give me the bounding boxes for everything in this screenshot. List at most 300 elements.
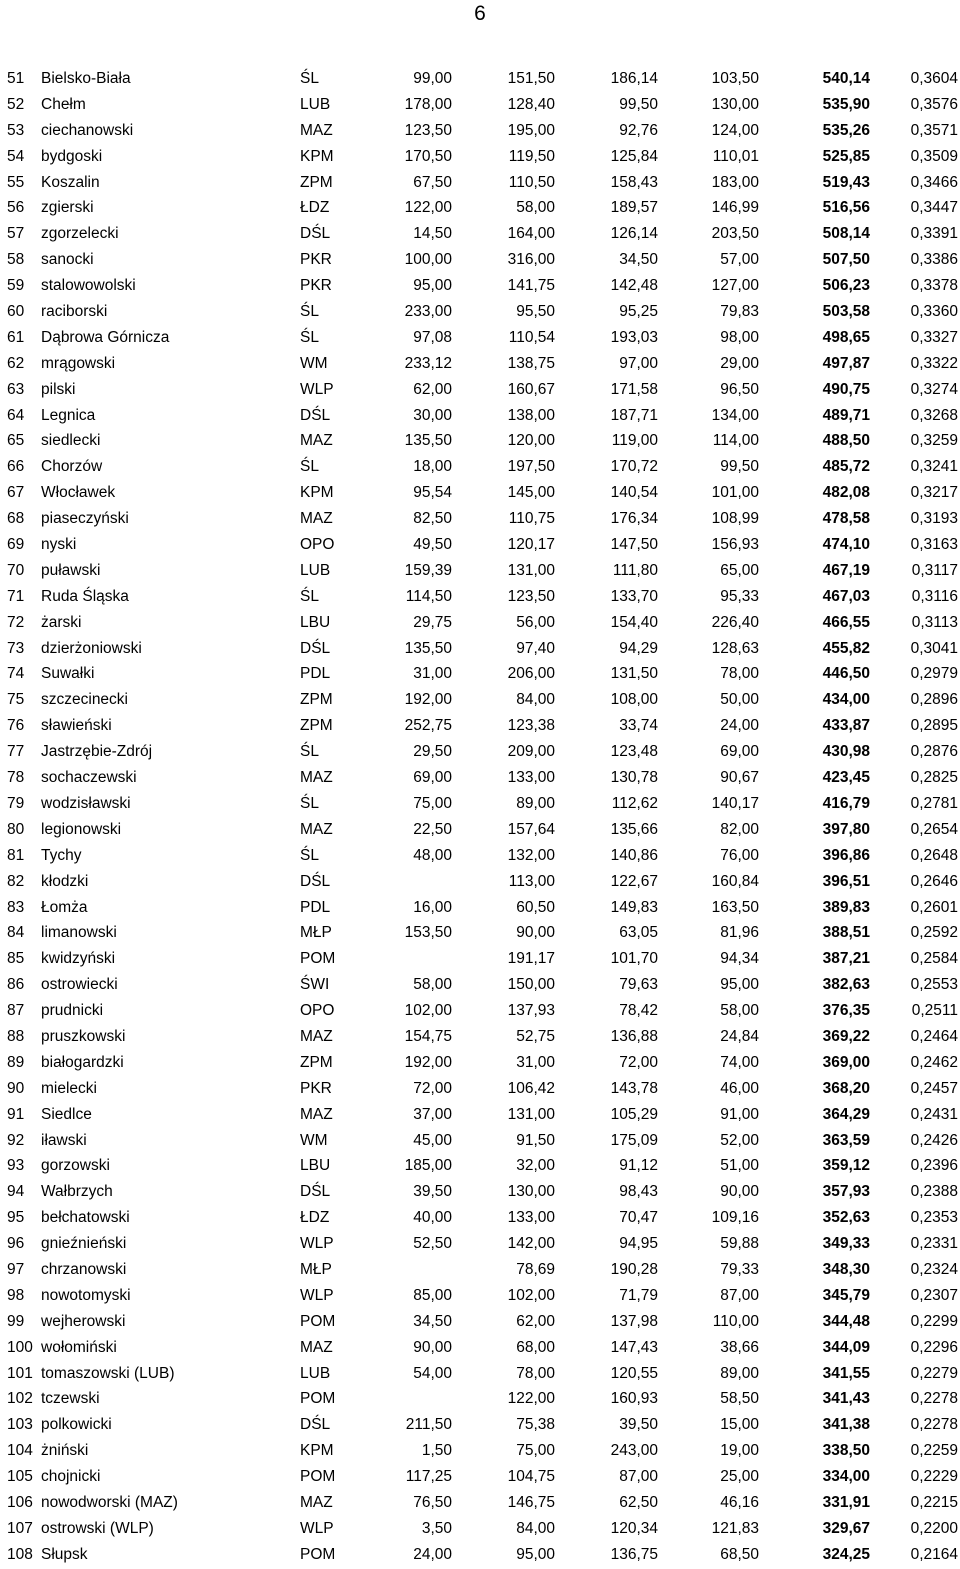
value-4-cell: 127,00	[711, 277, 759, 295]
region-cell: MAZ	[300, 1493, 333, 1511]
region-cell: PKR	[300, 1079, 332, 1097]
name-cell: legionowski	[41, 820, 122, 838]
value-4-cell: 156,93	[711, 536, 759, 554]
rank-cell: 53	[7, 121, 25, 139]
value-3-cell: 71,79	[619, 1286, 658, 1304]
value-3-cell: 175,09	[610, 1131, 658, 1149]
value-2-cell: 316,00	[507, 251, 555, 269]
rank-cell: 75	[7, 691, 25, 709]
value-3-cell: 137,98	[610, 1312, 658, 1330]
value-3-cell: 122,67	[610, 872, 658, 890]
value-1-cell: 99,00	[413, 70, 452, 87]
total-cell: 387,21	[822, 950, 870, 968]
table-row	[0, 1205, 960, 1231]
rank-cell: 88	[7, 1027, 25, 1045]
index-cell: 0,2229	[910, 1468, 958, 1486]
index-cell: 0,3447	[910, 199, 958, 217]
value-2-cell: 123,50	[507, 587, 555, 605]
value-2-cell: 146,75	[507, 1493, 555, 1511]
value-3-cell: 140,86	[610, 846, 658, 864]
value-4-cell: 94,34	[720, 950, 759, 968]
total-cell: 344,09	[822, 1338, 870, 1356]
rank-cell: 56	[7, 199, 25, 217]
name-cell: ostrowski (WLP)	[41, 1519, 154, 1537]
value-3-cell: 193,03	[610, 328, 658, 346]
region-cell: ŚL	[300, 846, 319, 864]
name-cell: wodzisławski	[41, 794, 131, 812]
value-4-cell: 58,50	[720, 1390, 759, 1408]
value-2-cell: 120,00	[507, 432, 555, 450]
name-cell: nowotomyski	[41, 1286, 131, 1304]
value-3-cell: 176,34	[610, 510, 658, 528]
index-cell: 0,2431	[910, 1105, 958, 1123]
total-cell: 466,55	[822, 613, 870, 631]
index-cell: 0,2279	[910, 1364, 958, 1382]
total-cell: 433,87	[822, 717, 870, 735]
value-2-cell: 31,00	[516, 1053, 555, 1071]
name-cell: limanowski	[41, 924, 117, 942]
name-cell: polkowicki	[41, 1416, 112, 1434]
value-1-cell: 24,00	[413, 1545, 452, 1563]
rank-cell: 80	[7, 820, 25, 838]
total-cell: 349,33	[822, 1235, 870, 1253]
value-3-cell: 108,00	[610, 691, 658, 709]
total-cell: 341,38	[822, 1416, 870, 1434]
rank-cell: 102	[7, 1390, 33, 1408]
value-4-cell: 46,16	[720, 1493, 759, 1511]
value-1-cell: 18,00	[413, 458, 452, 476]
table-row	[0, 221, 960, 247]
region-cell: PKR	[300, 277, 332, 295]
value-1-cell: 72,00	[413, 1079, 452, 1097]
value-2-cell: 78,69	[516, 1260, 555, 1278]
value-4-cell: 183,00	[711, 173, 759, 191]
name-cell: bełchatowski	[41, 1209, 130, 1227]
value-2-cell: 102,00	[507, 1286, 555, 1304]
index-cell: 0,2200	[910, 1519, 958, 1537]
rank-cell: 52	[7, 95, 25, 113]
value-3-cell: 63,05	[619, 924, 658, 942]
value-2-cell: 58,00	[516, 199, 555, 217]
region-cell: DŚL	[300, 406, 331, 424]
value-3-cell: 95,25	[619, 303, 658, 321]
total-cell: 376,35	[822, 1002, 870, 1020]
table-row	[0, 869, 960, 895]
value-1-cell: 95,54	[413, 484, 452, 502]
total-cell: 382,63	[822, 976, 870, 994]
value-2-cell: 122,00	[507, 1390, 555, 1408]
table-row	[0, 1050, 960, 1076]
value-2-cell: 120,17	[507, 536, 555, 554]
page-number: 6	[474, 2, 486, 25]
rank-cell: 58	[7, 251, 25, 269]
value-3-cell: 186,14	[610, 70, 658, 87]
table-row	[0, 584, 960, 610]
value-1-cell: 123,50	[404, 121, 452, 139]
name-cell: Chorzów	[41, 458, 103, 476]
index-cell: 0,3327	[910, 328, 958, 346]
value-1-cell: 82,50	[413, 510, 452, 528]
name-cell: sławieński	[41, 717, 112, 735]
value-2-cell: 157,64	[507, 820, 555, 838]
total-cell: 467,19	[822, 561, 870, 579]
table-row	[0, 1153, 960, 1179]
value-4-cell: 95,00	[720, 976, 759, 994]
value-4-cell: 140,17	[711, 794, 759, 812]
value-3-cell: 170,72	[610, 458, 658, 476]
value-3-cell: 34,50	[619, 251, 658, 269]
value-2-cell: 138,75	[507, 354, 555, 372]
name-cell: chrzanowski	[41, 1260, 127, 1278]
value-1-cell: 102,00	[404, 1002, 452, 1020]
rank-cell: 99	[7, 1312, 25, 1330]
index-cell: 0,2825	[910, 769, 958, 787]
value-4-cell: 25,00	[720, 1468, 759, 1486]
value-4-cell: 90,67	[720, 769, 759, 787]
value-4-cell: 163,50	[711, 898, 759, 916]
value-4-cell: 89,00	[720, 1364, 759, 1382]
value-1-cell: 40,00	[413, 1209, 452, 1227]
value-4-cell: 51,00	[720, 1157, 759, 1175]
value-3-cell: 120,55	[610, 1364, 658, 1382]
index-cell: 0,2426	[910, 1131, 958, 1149]
rank-cell: 69	[7, 536, 25, 554]
rank-cell: 84	[7, 924, 25, 942]
value-3-cell: 154,40	[610, 613, 658, 631]
region-cell: ŚL	[300, 458, 319, 476]
table-row	[0, 1542, 960, 1568]
value-3-cell: 120,34	[610, 1519, 658, 1537]
table-row	[0, 1283, 960, 1309]
value-4-cell: 65,00	[720, 561, 759, 579]
total-cell: 485,72	[822, 458, 870, 476]
value-2-cell: 206,00	[507, 665, 555, 683]
value-4-cell: 124,00	[711, 121, 759, 139]
rank-cell: 94	[7, 1183, 25, 1201]
index-cell: 0,3576	[910, 95, 958, 113]
index-cell: 0,3217	[910, 484, 958, 502]
index-cell: 0,2462	[910, 1053, 958, 1071]
index-cell: 0,2584	[910, 950, 958, 968]
total-cell: 324,25	[822, 1545, 870, 1563]
name-cell: Włocławek	[41, 484, 116, 502]
value-1-cell: 159,39	[404, 561, 452, 579]
table-row	[0, 1361, 960, 1387]
region-cell: POM	[300, 1468, 336, 1486]
value-4-cell: 101,00	[711, 484, 759, 502]
rank-cell: 78	[7, 769, 25, 787]
index-cell: 0,2388	[910, 1183, 958, 1201]
value-3-cell: 189,57	[610, 199, 658, 217]
total-cell: 368,20	[822, 1079, 870, 1097]
value-2-cell: 62,00	[516, 1312, 555, 1330]
total-cell: 525,85	[822, 147, 870, 165]
index-cell: 0,3116	[911, 587, 958, 605]
value-4-cell: 46,00	[720, 1079, 759, 1097]
value-4-cell: 82,00	[720, 820, 759, 838]
region-cell: LBU	[300, 1157, 331, 1175]
index-cell: 0,3117	[911, 561, 958, 579]
table-row	[0, 920, 960, 946]
value-4-cell: 108,99	[711, 510, 759, 528]
total-cell: 519,43	[822, 173, 870, 191]
total-cell: 508,14	[822, 225, 870, 243]
value-4-cell: 130,00	[711, 95, 759, 113]
value-3-cell: 135,66	[610, 820, 658, 838]
table-row	[0, 66, 960, 92]
total-cell: 478,58	[822, 510, 870, 528]
rank-cell: 106	[7, 1493, 33, 1511]
region-cell: ZPM	[300, 717, 333, 735]
table-row	[0, 247, 960, 273]
total-cell: 369,22	[822, 1027, 870, 1045]
index-cell: 0,3466	[910, 173, 958, 191]
value-4-cell: 38,66	[720, 1338, 759, 1356]
value-4-cell: 69,00	[720, 743, 759, 761]
region-cell: DŚL	[300, 1416, 331, 1434]
name-cell: Suwałki	[41, 665, 95, 683]
region-cell: MAZ	[300, 820, 333, 838]
rank-cell: 105	[7, 1468, 33, 1486]
value-4-cell: 57,00	[720, 251, 759, 269]
value-3-cell: 142,48	[610, 277, 658, 295]
value-3-cell: 112,62	[611, 794, 658, 812]
index-cell: 0,3378	[910, 277, 958, 295]
table-row	[0, 1516, 960, 1542]
index-cell: 0,2215	[910, 1493, 958, 1511]
value-3-cell: 126,14	[610, 225, 658, 243]
index-cell: 0,3113	[911, 613, 958, 631]
value-2-cell: 130,00	[507, 1183, 555, 1201]
rank-cell: 59	[7, 277, 25, 295]
name-cell: Wałbrzych	[41, 1183, 113, 1201]
table-row	[0, 92, 960, 118]
value-2-cell: 68,00	[516, 1338, 555, 1356]
value-1-cell: 95,00	[413, 277, 452, 295]
value-2-cell: 131,00	[507, 561, 555, 579]
total-cell: 490,75	[822, 380, 870, 398]
index-cell: 0,2654	[910, 820, 958, 838]
table-row	[0, 1438, 960, 1464]
table-row	[0, 1076, 960, 1102]
value-1-cell: 100,00	[404, 251, 452, 269]
value-2-cell: 113,00	[508, 872, 555, 890]
total-cell: 357,93	[822, 1183, 870, 1201]
value-2-cell: 132,00	[507, 846, 555, 864]
rank-cell: 82	[7, 872, 25, 890]
index-cell: 0,2457	[910, 1079, 958, 1097]
name-cell: sanocki	[41, 251, 94, 269]
total-cell: 331,91	[822, 1493, 870, 1511]
value-1-cell: 14,50	[413, 225, 452, 243]
value-3-cell: 99,50	[619, 95, 658, 113]
rank-cell: 104	[7, 1442, 33, 1460]
index-cell: 0,2324	[910, 1260, 958, 1278]
name-cell: siedlecki	[41, 432, 101, 450]
rank-cell: 89	[7, 1053, 25, 1071]
value-3-cell: 98,43	[619, 1183, 658, 1201]
value-2-cell: 78,00	[516, 1364, 555, 1382]
total-cell: 474,10	[822, 536, 870, 554]
table-row	[0, 610, 960, 636]
index-cell: 0,3571	[910, 121, 958, 139]
rank-cell: 103	[7, 1416, 33, 1434]
name-cell: pruszkowski	[41, 1027, 126, 1045]
value-4-cell: 29,00	[720, 354, 759, 372]
value-1-cell: 31,00	[413, 665, 452, 683]
table-row	[0, 817, 960, 843]
rank-cell: 96	[7, 1235, 25, 1253]
name-cell: tczewski	[41, 1390, 100, 1408]
rank-cell: 54	[7, 147, 25, 165]
value-4-cell: 146,99	[711, 199, 759, 217]
region-cell: WLP	[300, 380, 334, 398]
region-cell: ŁDZ	[300, 199, 330, 217]
region-cell: PDL	[300, 665, 331, 683]
value-2-cell: 133,00	[507, 769, 555, 787]
region-cell: KPM	[300, 1442, 334, 1460]
value-4-cell: 50,00	[720, 691, 759, 709]
name-cell: Jastrzębie-Zdrój	[41, 743, 153, 761]
total-cell: 369,00	[822, 1053, 870, 1071]
rank-cell: 51	[7, 70, 25, 87]
rank-cell: 81	[7, 846, 25, 864]
value-1-cell: 48,00	[413, 846, 452, 864]
table-row	[0, 428, 960, 454]
value-4-cell: 15,00	[720, 1416, 759, 1434]
value-4-cell: 90,00	[720, 1183, 759, 1201]
name-cell: Siedlce	[41, 1105, 92, 1123]
value-3-cell: 140,54	[610, 484, 658, 502]
rank-cell: 64	[7, 406, 25, 424]
total-cell: 388,51	[822, 924, 870, 942]
name-cell: nowodworski (MAZ)	[41, 1493, 178, 1511]
value-4-cell: 24,84	[720, 1027, 759, 1045]
index-cell: 0,2296	[910, 1338, 958, 1356]
value-1-cell: 135,50	[404, 432, 452, 450]
total-cell: 489,71	[822, 406, 870, 424]
table-row	[0, 1231, 960, 1257]
table-row	[0, 791, 960, 817]
value-2-cell: 110,54	[508, 328, 555, 346]
total-cell: 488,50	[822, 432, 870, 450]
value-4-cell: 58,00	[720, 1002, 759, 1020]
value-3-cell: 158,43	[610, 173, 658, 191]
region-cell: WM	[300, 354, 328, 372]
value-4-cell: 87,00	[720, 1286, 759, 1304]
name-cell: kłodzki	[41, 872, 89, 890]
name-cell: szczecinecki	[41, 691, 128, 709]
value-2-cell: 145,00	[507, 484, 555, 502]
rank-cell: 62	[7, 354, 25, 372]
index-cell: 0,2592	[910, 924, 958, 942]
name-cell: kwidzyński	[41, 950, 116, 968]
value-2-cell: 75,00	[516, 1442, 555, 1460]
value-3-cell: 94,95	[619, 1235, 658, 1253]
name-cell: Chełm	[41, 95, 86, 113]
region-cell: PDL	[300, 898, 331, 916]
region-cell: LBU	[300, 613, 331, 631]
table-row	[0, 532, 960, 558]
value-2-cell: 128,40	[507, 95, 555, 113]
rank-cell: 90	[7, 1079, 25, 1097]
total-cell: 507,50	[822, 251, 870, 269]
value-4-cell: 52,00	[720, 1131, 759, 1149]
name-cell: żniński	[41, 1442, 89, 1460]
index-cell: 0,2259	[910, 1442, 958, 1460]
value-3-cell: 131,50	[610, 665, 658, 683]
name-cell: Ruda Śląska	[41, 587, 129, 605]
region-cell: MAZ	[300, 1105, 333, 1123]
region-cell: DŚL	[300, 1183, 331, 1201]
rank-cell: 91	[7, 1105, 25, 1123]
index-cell: 0,2646	[910, 872, 958, 890]
total-cell: 540,14	[822, 70, 870, 87]
index-cell: 0,3268	[910, 406, 958, 424]
value-4-cell: 79,33	[720, 1260, 759, 1278]
table-row	[0, 998, 960, 1024]
value-4-cell: 226,40	[711, 613, 759, 631]
rank-cell: 101	[7, 1364, 33, 1382]
value-1-cell: 45,00	[413, 1131, 452, 1149]
value-2-cell: 160,67	[507, 380, 555, 398]
index-cell: 0,3322	[910, 354, 958, 372]
rank-cell: 100	[7, 1338, 33, 1356]
index-cell: 0,2979	[910, 665, 958, 683]
table-row	[0, 843, 960, 869]
region-cell: OPO	[300, 1002, 335, 1020]
table-row	[0, 946, 960, 972]
table-row	[0, 325, 960, 351]
value-4-cell: 95,33	[720, 587, 759, 605]
total-cell: 348,30	[822, 1260, 870, 1278]
value-4-cell: 19,00	[720, 1442, 759, 1460]
value-1-cell: 85,00	[413, 1286, 452, 1304]
total-cell: 396,86	[822, 846, 870, 864]
rank-cell: 55	[7, 173, 25, 191]
name-cell: Łomża	[41, 898, 88, 916]
value-1-cell: 49,50	[413, 536, 452, 554]
value-3-cell: 133,70	[610, 587, 658, 605]
total-cell: 345,79	[822, 1286, 870, 1304]
value-1-cell: 117,25	[405, 1468, 452, 1486]
index-cell: 0,2396	[910, 1157, 958, 1175]
value-2-cell: 138,00	[507, 406, 555, 424]
total-cell: 334,00	[822, 1468, 870, 1486]
name-cell: pilski	[41, 380, 76, 398]
table-row	[0, 1257, 960, 1283]
value-2-cell: 56,00	[516, 613, 555, 631]
table-row	[0, 713, 960, 739]
rank-cell: 61	[7, 328, 25, 346]
index-cell: 0,2353	[910, 1209, 958, 1227]
table-row	[0, 636, 960, 662]
value-2-cell: 106,42	[507, 1079, 555, 1097]
total-cell: 503,58	[822, 303, 870, 321]
rank-cell: 57	[7, 225, 25, 243]
value-2-cell: 110,50	[508, 173, 555, 191]
table-row	[0, 895, 960, 921]
rank-cell: 63	[7, 380, 25, 398]
region-cell: ZPM	[300, 1053, 333, 1071]
total-cell: 498,65	[822, 328, 870, 346]
value-2-cell: 52,75	[516, 1027, 555, 1045]
index-cell: 0,3360	[910, 303, 958, 321]
table-row	[0, 1128, 960, 1154]
table-row	[0, 687, 960, 713]
ranking-table	[0, 66, 960, 1568]
value-1-cell: 192,00	[404, 1053, 452, 1071]
